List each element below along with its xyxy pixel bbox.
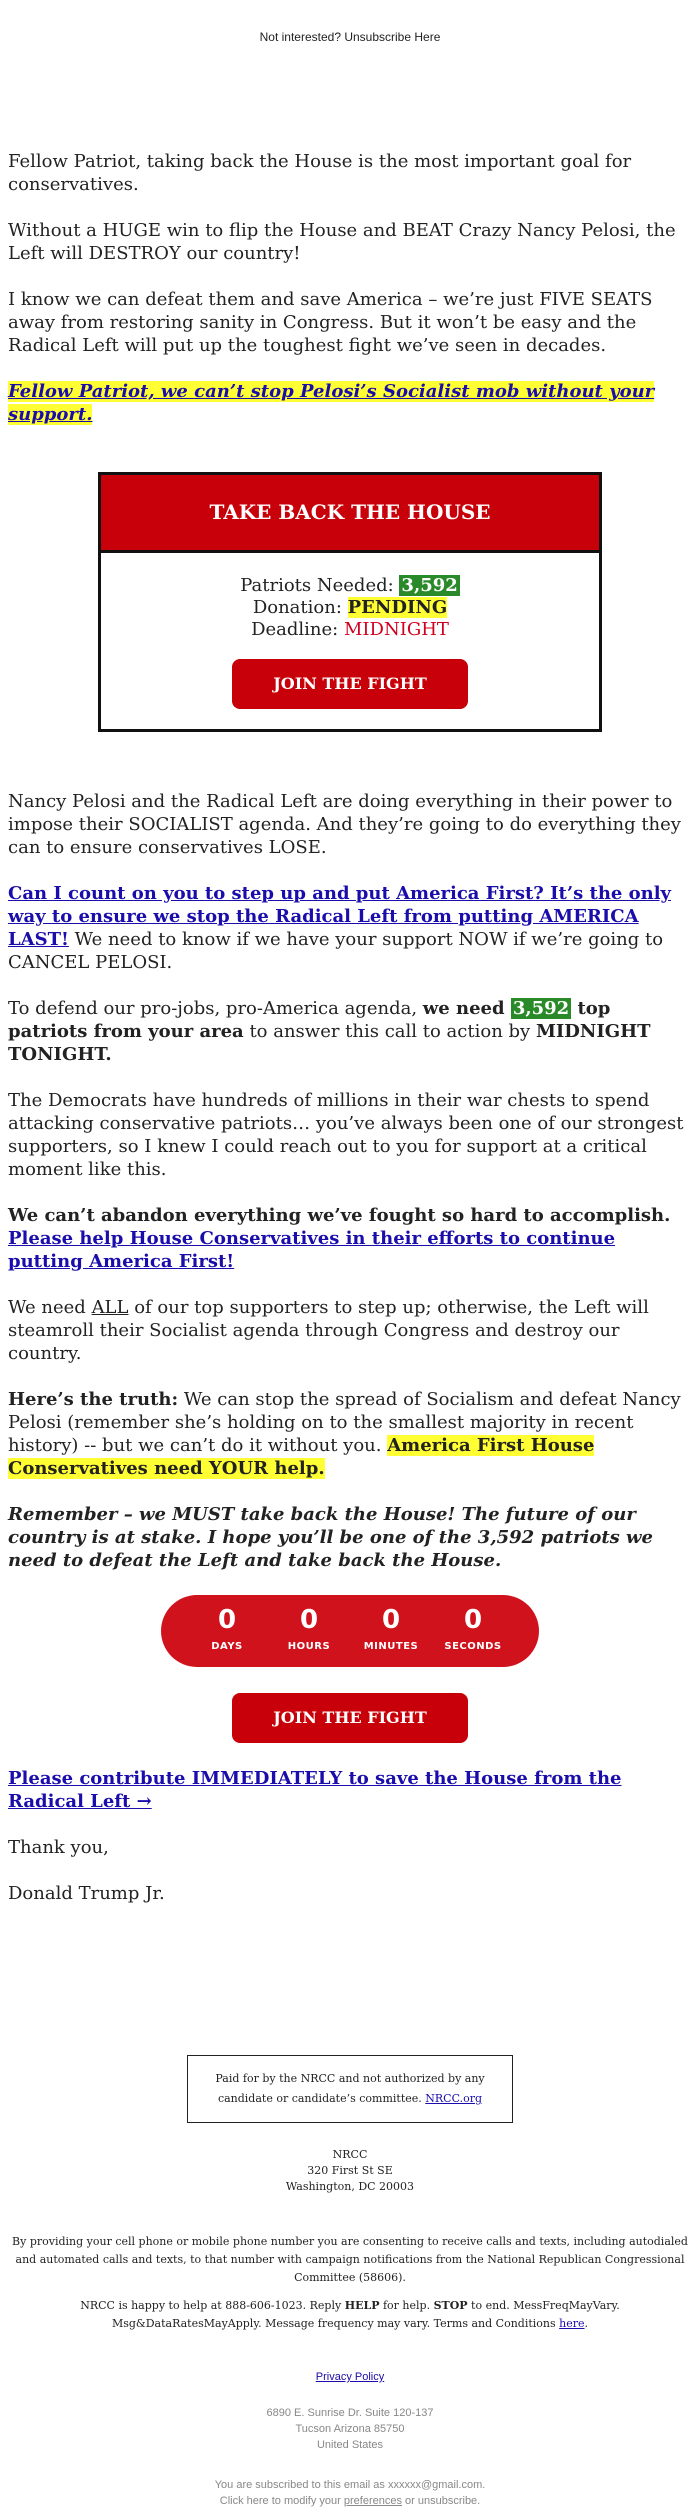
signature: Donald Trump Jr. — [8, 1883, 165, 1904]
subscription-info: You are subscribed to this email as xxxxxx@gmail.com. Click here to modify your preferences or unsubscribe. — [214, 2479, 486, 2507]
timer-hours: 0 HOURS — [287, 1604, 331, 1652]
intro-paragraph-3: I know we can defeat them and save America – we’re just FIVE SEATS away from restoring sanity in Congress. But it won’t be easy and the Radical Left will put up the toughest fight we’ve seen in decades. — [8, 289, 653, 356]
patriots-needed-value: 3,592 — [401, 575, 458, 596]
body-paragraph-4: Nancy Pelosi and the Radical Left are doing everything in their power to impose their SOCIALIST agenda. And they’re going to do everything they can to ensure conservatives LOSE. — [8, 791, 681, 858]
help-conservatives-link[interactable]: Please help House Conservatives in their efforts to continue putting America First! — [8, 1228, 616, 1272]
take-back-house-box — [98, 472, 602, 732]
join-fight-button[interactable]: JOIN THE FIGHT — [232, 659, 468, 709]
deadline-label: Deadline: — [251, 619, 339, 640]
paid-for-disclaimer: Paid for by the NRCC and not authorized by any candidate or candidate’s committee. NRCC.org — [187, 2055, 513, 2123]
privacy-policy-link[interactable]: Privacy Policy — [315, 2371, 385, 2383]
body-paragraph-7: The Democrats have hundreds of millions in their war chests to spend attacking conservative patriots… you’ve always been one of our strongest supporters, so I knew I could reach out to you for support at a critical moment like this. — [8, 1090, 684, 1180]
timer-seconds: 0 SECONDS — [444, 1604, 502, 1652]
unsubscribe-link[interactable]: Not interested? Unsubscribe Here — [259, 30, 441, 44]
body-paragraph-11: Remember – we MUST take back the House! The future of our country is at stake. I hope you’ll be one of the 3,592 patriots we need to defeat the Left and take back the House. — [8, 1504, 653, 1571]
join-fight-button-2[interactable]: JOIN THE FIGHT — [232, 1693, 468, 1743]
box-title: TAKE BACK THE HOUSE — [101, 475, 599, 553]
contribute-link[interactable]: Please contribute IMMEDIATELY to save the House from the Radical Left → — [8, 1768, 622, 1812]
body-paragraph-9: We need ALL of our top supporters to step up; otherwise, the Left will steamroll their Socialist agenda through Congress and destroy our country. — [8, 1297, 649, 1364]
closing-thanks: Thank you, — [8, 1837, 109, 1858]
mailing-address: 6890 E. Sunrise Dr. Suite 120-137 Tucson Arizona 85750 United States — [266, 2407, 434, 2451]
preferences-link[interactable]: preferences — [343, 2495, 402, 2507]
email-body — [0, 80, 700, 1905]
nrcc-address: NRCC 320 First St SE Washington, DC 20003 — [285, 2148, 415, 2193]
sms-disclaimer: By providing your cell phone or mobile phone number you are consenting to receive calls and texts, including autodialed and automated calls and texts, to that number with campaign notifications from the National Republican Congressional Committee (58606). NRCC is happy to help at 888-606-1023. Reply HELP for help. STOP to end. MessFreqMayVary. Msg&DataRatesMayApply. Message frequency may vary. Terms and Conditions here. — [12, 2235, 688, 2330]
countdown-timer — [161, 1595, 539, 1667]
patriots-count-badge: 3,592 — [512, 998, 570, 1019]
america-first-link[interactable]: Can I count on you to step up and put America First? It’s the only way to ensure we stop the Radical Left from putting AMERICA LAST! — [8, 883, 672, 950]
pitch-link[interactable]: Fellow Patriot, we can’t stop Pelosi’s Socialist mob without your support. — [8, 381, 655, 425]
body-paragraph-8: We can’t abandon everything we’ve fought so hard to accomplish. Please help House Conservatives in their efforts to continue putting America First! — [8, 1205, 671, 1272]
intro-paragraph-2: Without a HUGE win to flip the House and BEAT Crazy Nancy Pelosi, the Left will DESTROY our country! — [8, 220, 676, 264]
deadline-value: MIDNIGHT — [343, 619, 449, 640]
intro-paragraph-1: Fellow Patriot, taking back the House is the most important goal for conservatives. — [8, 151, 632, 195]
patriots-needed-label: Patriots Needed: — [240, 575, 394, 596]
donation-value: PENDING — [347, 597, 448, 618]
donation-label: Donation: — [252, 597, 342, 618]
timer-days: 0 DAYS — [211, 1604, 243, 1652]
body-paragraph-5: Can I count on you to step up and put America First? It’s the only way to ensure we stop the Radical Left from putting AMERICA LAST! We need to know if we have your support NOW if we’re going to CANCEL PELOSI. — [8, 883, 672, 973]
body-paragraph-10: Here’s the truth: We can stop the spread of Socialism and defeat Nancy Pelosi (remember she’s holding on to the smallest majority in recent history) -- but we can’t do it without you. America First House Conservatives need YOUR help. — [8, 1389, 681, 1479]
terms-link[interactable]: here — [559, 2317, 585, 2330]
nrcc-link[interactable]: NRCC.org — [425, 2092, 483, 2105]
timer-minutes: 0 MINUTES — [363, 1604, 419, 1652]
body-paragraph-6: To defend our pro-jobs, pro-America agenda, we need 3,592 top patriots from your area to answer this call to action by MIDNIGHT TONIGHT. — [8, 998, 651, 1065]
